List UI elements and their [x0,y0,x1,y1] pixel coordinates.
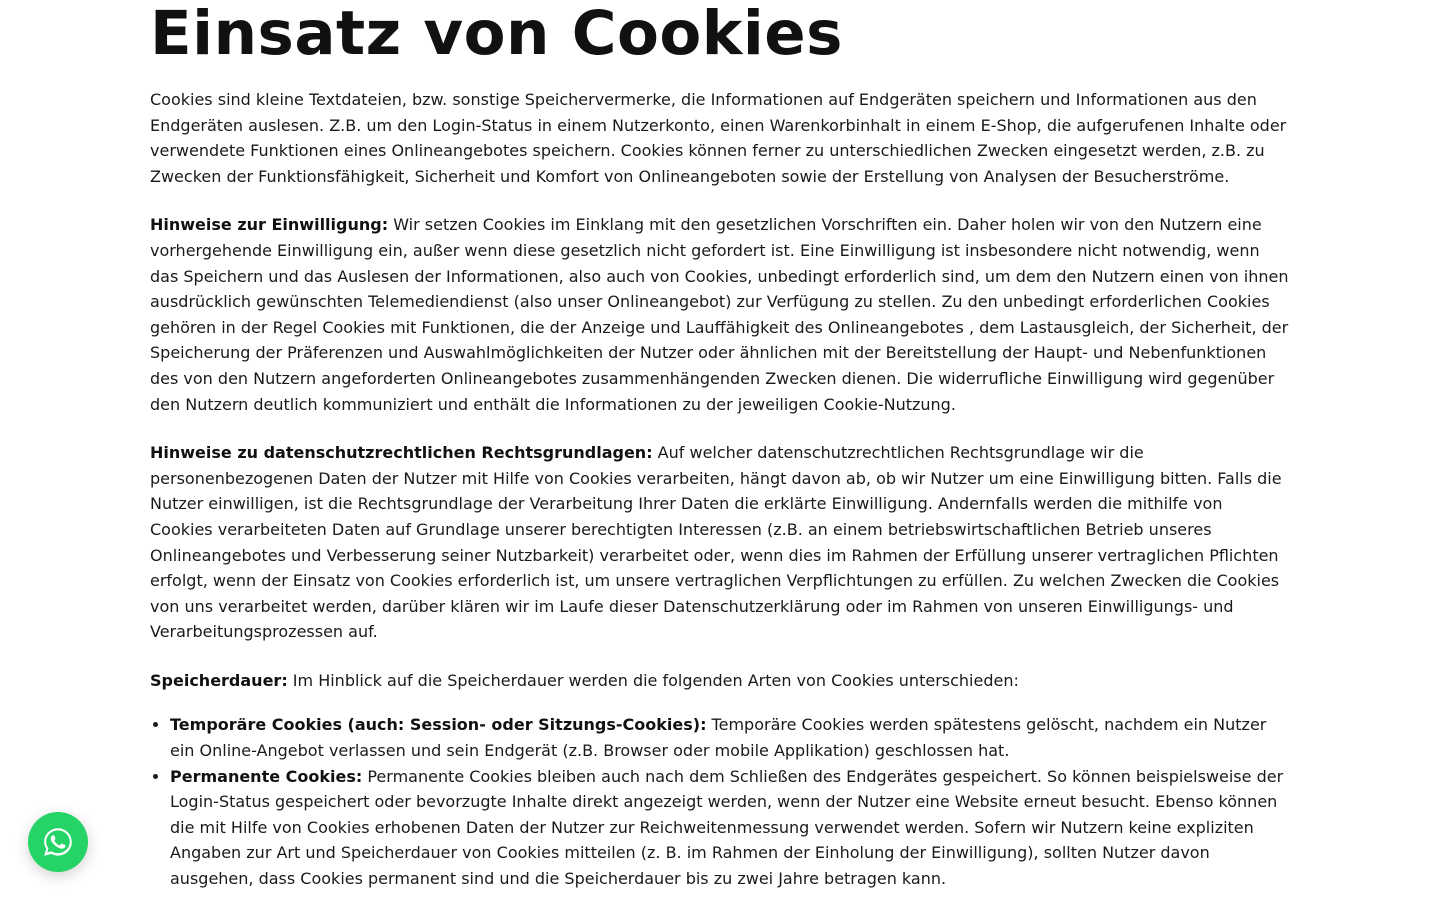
consent-text: Wir setzen Cookies im Einklang mit den gesetzlichen Vorschriften ein. Daher holen wir von den Nutzern eine vorhergehende Einwilligung ein, außer wenn diese gesetzlich nicht gefordert ist. Eine Einwilligung ist insbesondere nicht notwendig, wenn das Speichern und das Auslesen der Informationen, also auch von Cookies, unbedingt erforderlich sind, um dem den Nutzern einen von ihnen ausdrücklich gewünschten Telemediendienst (also unser Onlineangebot) zur Verfügung zu stellen. Zu den unbedingt erforderlichen Cookies gehören in der Regel Cookies mit Funktionen, die der Anzeige und Lauffähigkeit des Onlineangebotes , dem Lastausgleich, der Sicherheit, der Speicherung der Präferenzen und Auswahlmöglichkeiten der Nutzer oder ähnlichen mit der Bereitstellung der Haupt- und Nebenfunktionen des von den Nutzern angeforderten Onlineangebotes zusammenhängenden Zwecken dienen. Die widerrufliche Einwilligung wird gegenüber den Nutzern deutlich kommuniziert und enthält die Informationen zu der jeweiligen Cookie-Nutzung. [150,215,1289,414]
whatsapp-chat-button[interactable] [28,812,88,872]
legal-basis-paragraph [150,440,1290,645]
storage-text: Im Hinblick auf die Speicherdauer werden die folgenden Arten von Cookies unterschieden: [287,670,1019,690]
legal-basis-label: Hinweise zu datenschutzrechtlichen Rechtsgrundlagen: [150,443,653,463]
consent-paragraph [150,212,1290,417]
storage-paragraph [150,668,1290,694]
main-content [150,0,1290,892]
cookie-type-text: Temporäre Cookies werden spätestens gelöscht, nachdem ein Nutzer ein Online-Angebot verlassen und sein Endgerät (z.B. Browser oder mobile Applikation) geschlossen hat. [170,715,1267,761]
cookie-type-label: Temporäre Cookies (auch: Session- oder Sitzungs-Cookies): [170,715,707,735]
cookie-type-text: Permanente Cookies bleiben auch nach dem Schließen des Endgerätes gespeichert. So können beispielsweise der Login-Status gespeichert oder bevorzugte Inhalte direkt angezeigt werden, wenn der Nutzer eine Website erneut besucht. Ebenso können die mit Hilfe von Cookies erhobenen Daten der Nutzer zur Reichweitenmessung verwendet werden. Sofern wir Nutzern keine expliziten Angaben zur Art und Speicherdauer von Cookies mitteilen (z. B. im Rahmen der Einholung der Einwilligung), sollten Nutzer davon ausgehen, dass Cookies permanent sind und die Speicherdauer bis zu zwei Jahre betragen kann. [170,766,1284,889]
legal-basis-text: Auf welcher datenschutzrechtlichen Rechtsgrundlage wir die personenbezogenen Daten der Nutzer mit Hilfe von Cookies verarbeiten, hängt davon ab, ob wir Nutzer um eine Einwilligung bitten. Falls die Nutzer einwilligen, ist die Rechtsgrundlage der Verarbeitung Ihrer Daten die erklärte Einwilligung. Andernfalls werden die mithilfe von Cookies verarbeiteten Daten auf Grundlage unserer berechtigten Interessen (z.B. an einem betriebswirtschaftlichen Betrieb unseres Onlineangebotes und Verbesserung seiner Nutzbarkeit) verarbeitet oder, wenn dies im Rahmen der Erfüllung unserer vertraglichen Pflichten erfolgt, wenn der Einsatz von Cookies erforderlich ist, um unsere vertraglichen Verpflichtungen zu erfüllen. Zu welchen Zwecken die Cookies von uns verarbeitet werden, darüber klären wir im Laufe dieser Datenschutzerklärung oder im Rahmen von unseren Einwilligungs- und Verarbeitungsprozessen auf. [150,443,1282,642]
cookie-type-label: Permanente Cookies: [170,766,363,786]
consent-label: Hinweise zur Einwilligung: [150,215,389,235]
whatsapp-icon [41,825,75,859]
list-item [170,764,1290,892]
storage-label: Speicherdauer: [150,670,288,690]
list-item [170,712,1290,763]
intro-paragraph: Cookies sind kleine Textdateien, bzw. sonstige Speichervermerke, die Informationen auf Endgeräten speichern und Informationen aus den Endgeräten auslesen. Z.B. um den Login-Status in einem Nutzerkonto, einen Warenkorbinhalt in einem E-Shop, die aufgerufenen Inhalte oder verwendete Funktionen eines Onlineangebotes speichern. Cookies können ferner zu unterschiedlichen Zwecken eingesetzt werden, z.B. zu Zwecken der Funktionsfähigkeit, Sicherheit und Komfort von Onlineangeboten sowie der Erstellung von Analysen der Besucherströme. [150,90,1287,186]
page-title: Einsatz von Cookies [150,0,843,69]
cookie-types-list [150,712,1290,891]
